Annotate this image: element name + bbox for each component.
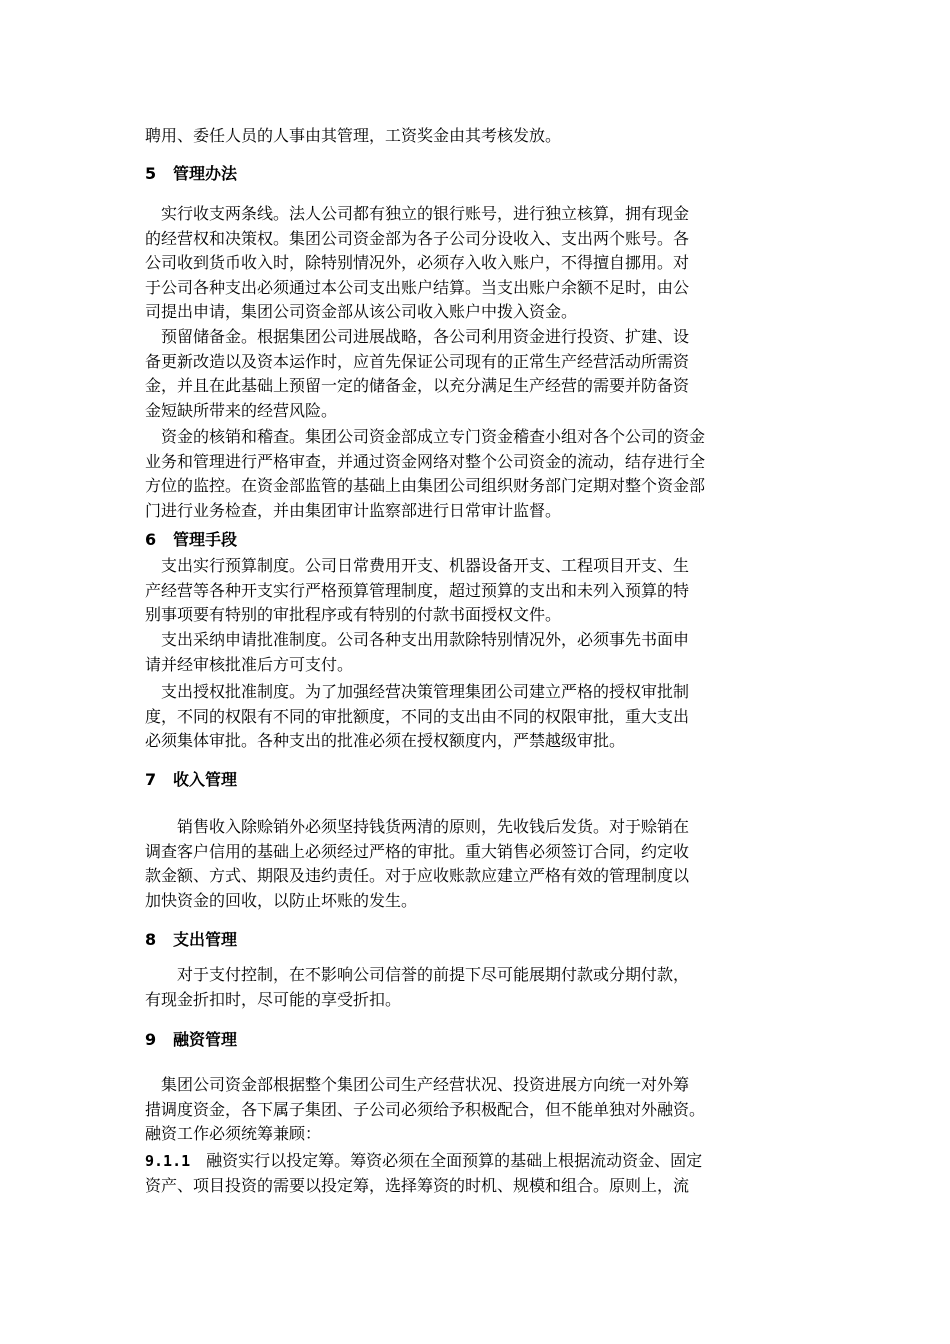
text-line: 支出授权批准制度。为了加强经营决策管理集团公司建立严格的授权审批制 (145, 682, 690, 701)
text-line: 业务和管理进行严格审查，并通过资金网络对整个公司资金的流动，结存进行全 (145, 451, 706, 471)
text-line: 备更新改造以及资本运作时，应首先保证公司现有的正常生产经营活动所需资 (145, 351, 690, 371)
section-number: 8 (145, 930, 157, 949)
section-8-paragraph-1 (145, 963, 810, 1012)
section-6-heading (145, 530, 237, 550)
text-line: 加快资金的回收，以防止坏账的发生。 (145, 890, 418, 910)
text-line: 支出实行预算制度。公司日常费用开支、机器设备开支、工程项目开支、生 (145, 556, 690, 575)
text-line: 别事项要有特别的审批程序或有特别的付款书面授权文件。 (145, 605, 562, 624)
section-number: 9 (145, 1030, 157, 1049)
text-line: 对于支付控制，在不影响公司信誉的前提下尽可能展期付款或分期付款， (145, 965, 690, 984)
text-line: 请并经审核批准后方可支付。 (145, 654, 354, 674)
text-line: 门进行业务检查，并由集团审计监察部进行日常审计监督。 (145, 500, 562, 520)
text-line: 产经营等各种开支实行严格预算管理制度，超过预算的支出和未列入预算的特 (145, 580, 690, 600)
text-line: 预留储备金。根据集团公司进展战略，各公司利用资金进行投资、扩建、设 (145, 327, 690, 346)
text-line: 于公司各种支出必须通过本公司支出账户结算。当支出账户余额不足时，由公 (145, 277, 690, 297)
section-title: 收入管理 (173, 770, 238, 789)
text-line: 的经营权和决策权。集团公司资金部为各子公司分设收入、支出两个账号。各 (145, 228, 690, 248)
text-line: 金，并且在此基础上预留一定的储备金，以充分满足生产经营的需要并防备资 (145, 376, 690, 395)
text-line: 措调度资金，各下属子集团、子公司必须给予积极配合，但不能单独对外融资。 (145, 1099, 706, 1119)
section-title: 融资管理 (173, 1030, 238, 1049)
text-line: 集团公司资金部根据整个集团公司生产经营状况、投资进展方向统一对外筹 (145, 1075, 690, 1094)
section-6-paragraph-1 (145, 554, 810, 628)
section-number: 5 (145, 164, 157, 183)
clause-9-1-1 (145, 1149, 810, 1198)
section-6-paragraph-2 (145, 628, 810, 677)
section-5-paragraph-2 (145, 325, 810, 423)
intro-paragraph (145, 124, 810, 149)
clause-text: 融资实行以投定筹。筹资必须在全面预算的基础上根据流动资金、固定 (190, 1151, 703, 1170)
text-line: 资金的核销和稽查。集团公司资金部成立专门资金稽查小组对各个公司的资金 (145, 427, 706, 446)
section-8-heading (145, 930, 237, 950)
section-9-heading (145, 1030, 237, 1050)
text-line: 销售收入除赊销外必须坚持钱货两清的原则，先收钱后发货。对于赊销在 (145, 817, 690, 836)
section-5-paragraph-3 (145, 425, 810, 523)
text-line: 公司收到货币收入时，除特别情况外，必须存入收入账户，不得擅自挪用。对 (145, 253, 690, 272)
text-line: 支出采纳申请批准制度。公司各种支出用款除特别情况外，必须事先书面申 (145, 630, 690, 649)
section-title: 支出管理 (173, 930, 238, 949)
text-line: 款金额、方式、期限及违约责任。对于应收账款应建立严格有效的管理制度以 (145, 866, 690, 885)
clause-number: 9.1.1 (145, 1152, 191, 1170)
text-line: 必须集体审批。各种支出的批准必须在授权额度内，严禁越级审批。 (145, 731, 626, 750)
section-9-paragraph-1 (145, 1073, 810, 1147)
text-line: 方位的监控。在资金部监管的基础上由集团公司组织财务部门定期对整个资金部 (145, 476, 706, 495)
text-line: 聘用、委任人员的人事由其管理，工资奖金由其考核发放。 (145, 126, 562, 145)
text-line: 司提出申请，集团公司资金部从该公司收入账户中拨入资金。 (145, 302, 578, 321)
section-7-heading (145, 770, 237, 790)
text-line: 度，不同的权限有不同的审批额度，不同的支出由不同的权限审批，重大支出 (145, 706, 690, 726)
section-number: 7 (145, 770, 157, 789)
section-5-heading (145, 164, 237, 184)
section-7-paragraph-1 (145, 815, 810, 913)
section-5-paragraph-1 (145, 202, 810, 325)
section-6-paragraph-3 (145, 680, 810, 754)
section-number: 6 (145, 530, 157, 549)
text-line: 有现金折扣时，尽可能的享受折扣。 (145, 989, 402, 1009)
text-line: 融资工作必须统筹兼顾： (145, 1124, 322, 1143)
text-line: 资产、项目投资的需要以投定筹，选择筹资的时机、规模和组合。原则上，流 (145, 1175, 690, 1195)
section-title: 管理手段 (173, 530, 238, 549)
text-line: 金短缺所带来的经营风险。 (145, 400, 338, 420)
text-line: 调查客户信用的基础上必须经过严格的审批。重大销售必须签订合同，约定收 (145, 841, 690, 861)
text-line (145, 1149, 810, 1174)
section-title: 管理办法 (173, 164, 238, 183)
text-line: 实行收支两条线。法人公司都有独立的银行账号，进行独立核算，拥有现金 (145, 204, 690, 223)
